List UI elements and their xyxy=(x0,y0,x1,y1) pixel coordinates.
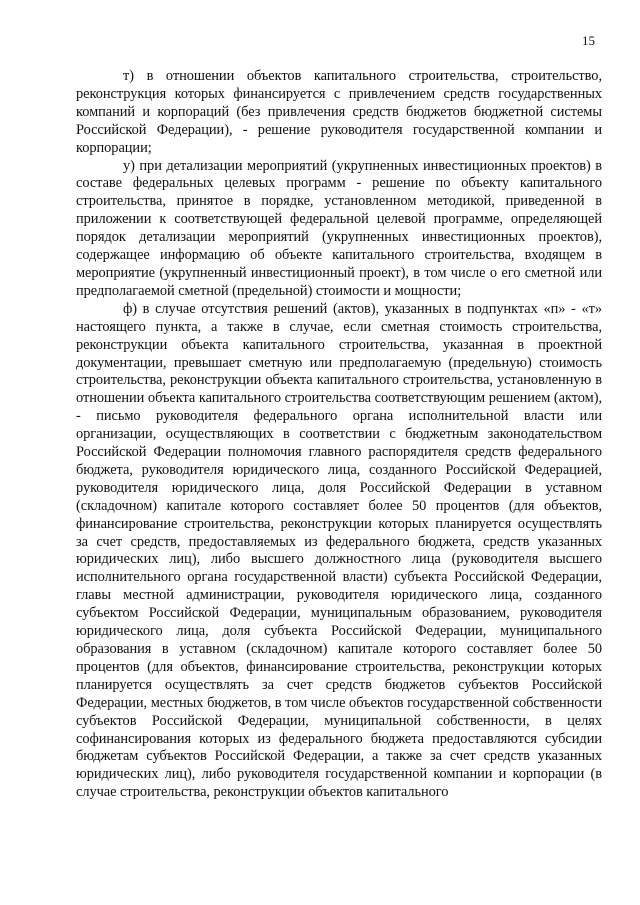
paragraph-f: ф) в случае отсутствия решений (актов), указанных в подпунктах «п» - «т» настоящего пункта, а также в случае, если сметная стоимость строительства, реконструкции объекта капитального строительства, указанная в проектной документации, превышает сметную или предполагаемую (предельную) стоимость строительства, реконструкции объекта капитального строительства, установленную в отношении объекта капитального строительства соответствующим решением (актом), - письмо руководителя федерального органа исполнительной власти или организации, осуществляющих в соответствии с бюджетным законодательством Российской Федерации полномочия главного распорядителя средств федерального бюджета, руководителя юридического лица, созданного Российской Федерацией, руководителя юридического лица, доля Российской Федерации в уставном (складочном) капитале которого составляет более 50 процентов (для объектов, финансирование строительства, реконструкции которых планируется осуществлять за счет средств, предоставляемых из федерального бюджета, средств указанных юридических лиц), либо высшего должностного лица (руководителя высшего исполнительного органа государственной власти) субъекта Российской Федерации, главы местной администрации, руководителя юридического лица, созданного субъектом Российской Федерации, муниципальным образованием, руководителя юридического лица, доля субъекта Российской Федерации, муниципального образования в уставном (складочном) капитале которого составляет более 50 процентов (для объектов, финансирование строительства, реконструкции которых планируется осуществлять за счет средств бюджетов субъектов Российской Федерации, местных бюджетов, в том числе объектов государственной собственности субъектов Российской Федерации, муниципальной собственности, в целях софинансирования которых из федерального бюджета предоставляются субсидии бюджетам субъектов Российской Федерации, а также за счет средств указанных юридических лиц), либо руководителя государственной компании и корпорации (в случае строительства, реконструкции объектов капитального xyxy=(76,300,602,801)
document-body xyxy=(76,68,602,802)
paragraph-t: т) в отношении объектов капитального строительства, строительство, реконструкция которых финансируется с привлечением средств государственных компаний и корпораций (без привлечения средств бюджетов бюджетной системы Российской Федерации), - решение руководителя государственной компании и корпорации; xyxy=(76,68,602,156)
paragraph-u: у) при детализации мероприятий (укрупненных инвестиционных проектов) в составе федеральных целевых программ - решение по объекту капитального строительства, принятое в порядке, установленном методикой, приведенной в приложении к соответствующей федеральной целевой программе, определяющей порядок детализации мероприятий (укрупненных инвестиционных проектов), содержащее информацию об объекте капитального строительства, входящем в мероприятие (укрупненный инвестиционный проект), в том числе о его сметной или предполагаемой сметной (предельной) стоимости и мощности; xyxy=(76,157,602,299)
page-number: 15 xyxy=(582,33,595,48)
